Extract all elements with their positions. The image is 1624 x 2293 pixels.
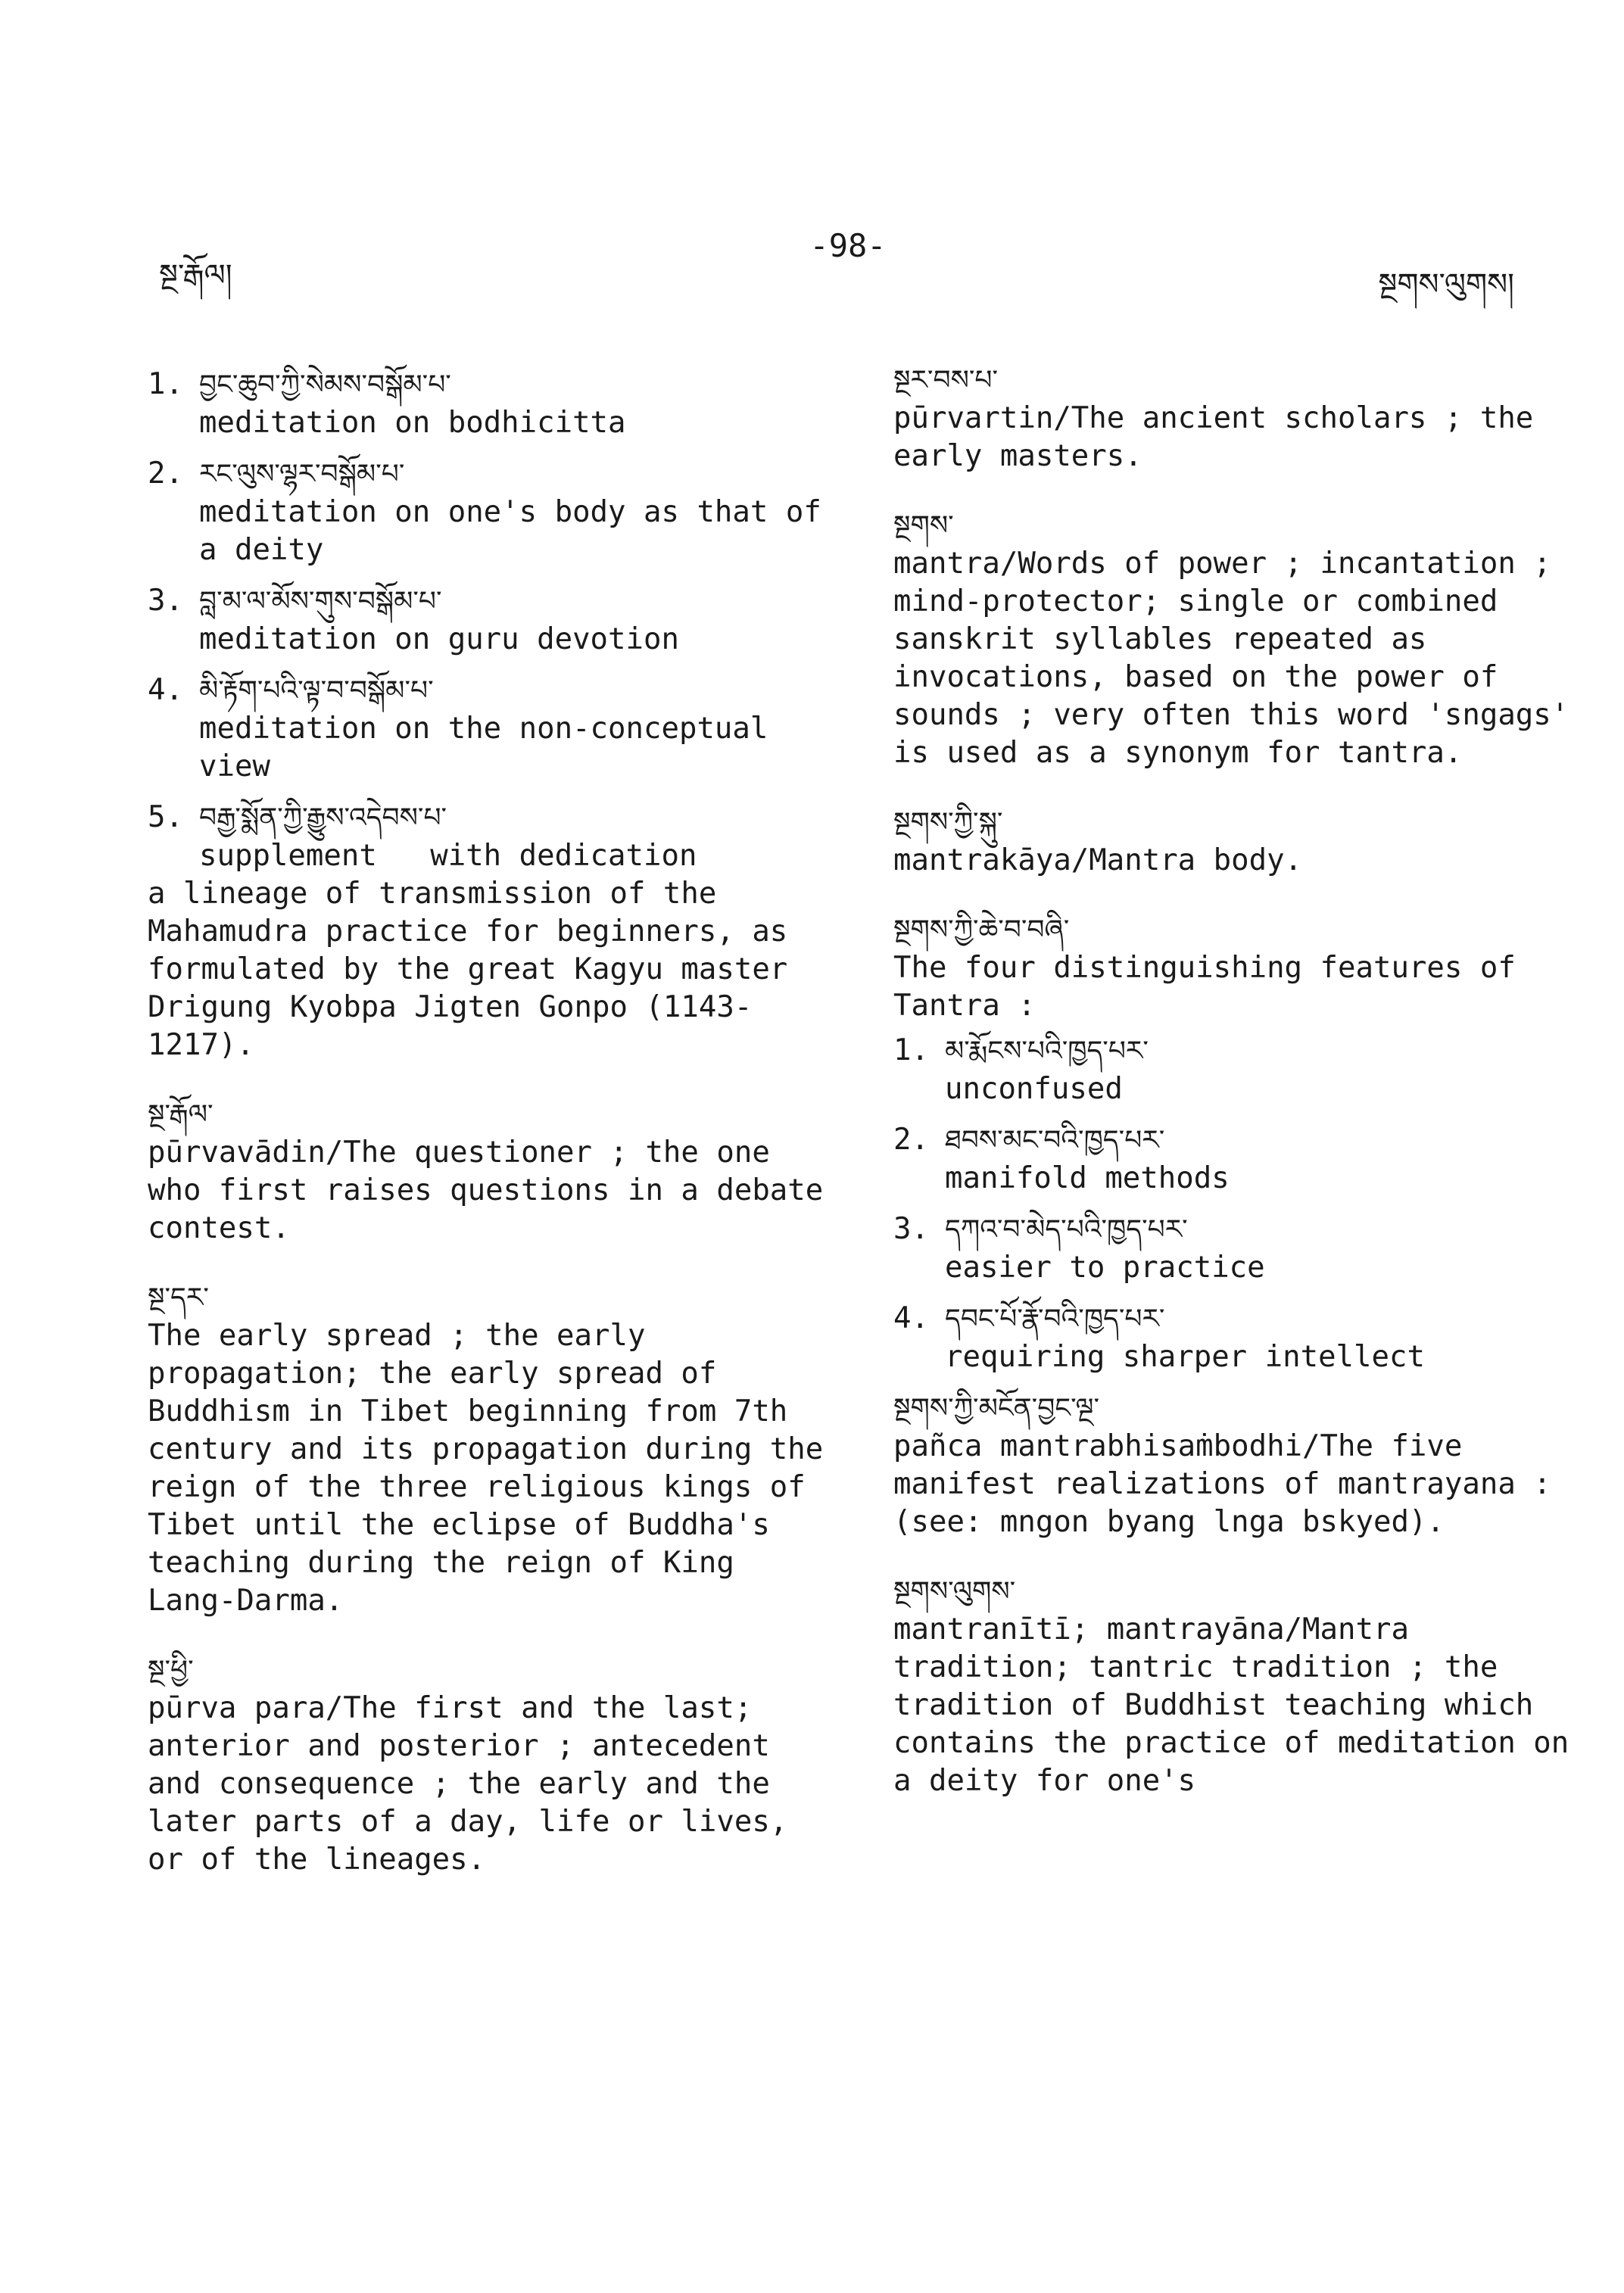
entry-definition: pūrvavādin/The questioner ; the one who first raises questions in a debate contest. <box>148 1136 824 1245</box>
english-gloss: meditation on bodhicitta <box>199 406 626 440</box>
entry-definition: The four distinguishing features of Tantra : <box>893 951 1516 1023</box>
list-item <box>893 1301 1575 1376</box>
dictionary-entry <box>148 1096 829 1248</box>
entry-headword: སྔགས་ཀྱི་མངོན་བྱང་ལྔ་ <box>893 1393 1100 1424</box>
dictionary-entry <box>893 804 1575 880</box>
english-gloss: easier to practice <box>945 1251 1265 1285</box>
tibetan-term: བླ་མ་ལ་མོས་གུས་བསྒོམ་པ་ <box>199 586 442 617</box>
entry-headword: སྔགས་ལུགས་ <box>893 1576 1016 1607</box>
english-gloss: unconfused <box>945 1072 1123 1106</box>
english-gloss: manifold methods <box>945 1161 1230 1195</box>
tibetan-term: མ་རྨོངས་པའི་ཁྱད་པར་ <box>945 1036 1149 1067</box>
list-item <box>148 672 829 786</box>
item-number: 3. <box>893 1212 929 1246</box>
entry-definition: pūrva para/The first and the last; anterior and posterior ; antecedent and consequence ; the early and the later parts of a day, life or lives, or of the lineages. <box>148 1691 788 1877</box>
tibetan-term: བརྒྱ་སྨོན་ཀྱི་རྒྱུས་འདེབས་པ་ <box>199 802 447 833</box>
list-item <box>148 583 829 659</box>
entry-definition: mantrakāya/Mantra body. <box>893 843 1303 877</box>
english-gloss: meditation on guru devotion <box>199 622 679 656</box>
list-item <box>893 1033 1575 1108</box>
item-number: 3. <box>148 584 183 618</box>
tibetan-term: མི་རྟོག་པའི་ལྟ་བ་བསྒོམ་པ་ <box>199 675 434 706</box>
english-gloss: meditation on the non-conceptual view <box>199 712 768 784</box>
right-column <box>893 362 1575 1832</box>
dictionary-entry <box>148 1279 829 1620</box>
dictionary-entry <box>893 1390 1575 1541</box>
dictionary-entry <box>893 911 1575 1025</box>
running-head-left: སྔ་རྒོལ། <box>159 258 232 293</box>
features-list <box>893 1033 1575 1376</box>
tibetan-term: དབང་པོ་རྣོ་བའི་ཁྱད་པར་ <box>945 1304 1165 1335</box>
entry-headword: སྔར་བས་པ་ <box>893 365 999 396</box>
page-number: -98- <box>809 227 887 264</box>
english-gloss: meditation on one's body as that of a deity <box>199 495 821 567</box>
entry-definition: mantranītī; mantrayāna/Mantra tradition; tantric tradition ; the tradition of Buddhist teaching which contains the practice of meditation on a deity for one's <box>893 1612 1569 1798</box>
entry-headword: སྔ་ཕྱི་ <box>148 1655 194 1686</box>
tibetan-term: རང་ལུས་ལྷར་བསྒོམ་པ་ <box>199 459 405 490</box>
item-number: 1. <box>893 1033 929 1067</box>
entry-headword: སྔ་རྒོལ་ <box>148 1099 214 1130</box>
entry-headword: སྔ་དར་ <box>148 1282 209 1313</box>
entry-definition: pañca mantrabhisaṁbodhi/The five manifest realizations of mantrayana : (see: mngon byang lnga bskyed). <box>893 1429 1551 1539</box>
entry-definition: pūrvartin/The ancient scholars ; the early masters. <box>893 401 1534 473</box>
list-item <box>148 366 829 442</box>
entry-definition: mantra/Words of power ; incantation ; mind-protector; single or combined sanskrit syllables repeated as invocations, based on the power of sounds ; very often this word 'sngags' is used as a synonym for tantra. <box>893 547 1569 770</box>
item-number: 1. <box>148 367 183 401</box>
english-gloss: requiring sharper intellect <box>945 1340 1425 1374</box>
item-number: 4. <box>148 673 183 707</box>
dictionary-entry <box>893 1573 1575 1800</box>
left-column <box>148 362 829 1911</box>
running-head-right: སྔགས་ལུགས། <box>1378 267 1514 302</box>
english-gloss: supplement with dedication <box>199 839 697 873</box>
dictionary-entry <box>893 362 1575 475</box>
item-number: 5. <box>148 800 183 834</box>
list-item <box>148 799 829 875</box>
tibetan-term: ཐབས་མང་བའི་ཁྱད་པར་ <box>945 1125 1165 1156</box>
entry-headword: སྔགས་ཀྱི་སྐུ་ <box>893 807 1003 838</box>
item-number: 4. <box>893 1301 929 1335</box>
supplement-description: a lineage of transmission of the Mahamudra practice for beginners, as formulated by the great Kagyu master Drigung Kyobpa Jigten Gonpo (1143-1217). <box>148 877 788 1062</box>
dictionary-entry <box>148 1652 829 1879</box>
tibetan-term: བྱང་ཆུབ་ཀྱི་སེམས་བསྒོམ་པ་ <box>199 369 451 400</box>
entry-definition: The early spread ; the early propagation; the early spread of Buddhism in Tibet beginning from 7th century and its propagation during the reign of the three religious kings of Tibet until the eclipse of Buddha's teaching during the reign of King Lang-Darma. <box>148 1319 824 1618</box>
dictionary-entry <box>893 507 1575 772</box>
tibetan-term: དཀའ་བ་མེད་པའི་ཁྱད་པར་ <box>945 1214 1188 1245</box>
entry-headword: སྔགས་ཀྱི་ཆེ་བ་བཞི་ <box>893 914 1070 946</box>
list-item <box>893 1122 1575 1198</box>
list-item <box>148 456 829 569</box>
list-item <box>893 1211 1575 1287</box>
entry-headword: སྔགས་ <box>893 510 954 541</box>
item-number: 2. <box>148 456 183 491</box>
item-number: 2. <box>893 1123 929 1157</box>
